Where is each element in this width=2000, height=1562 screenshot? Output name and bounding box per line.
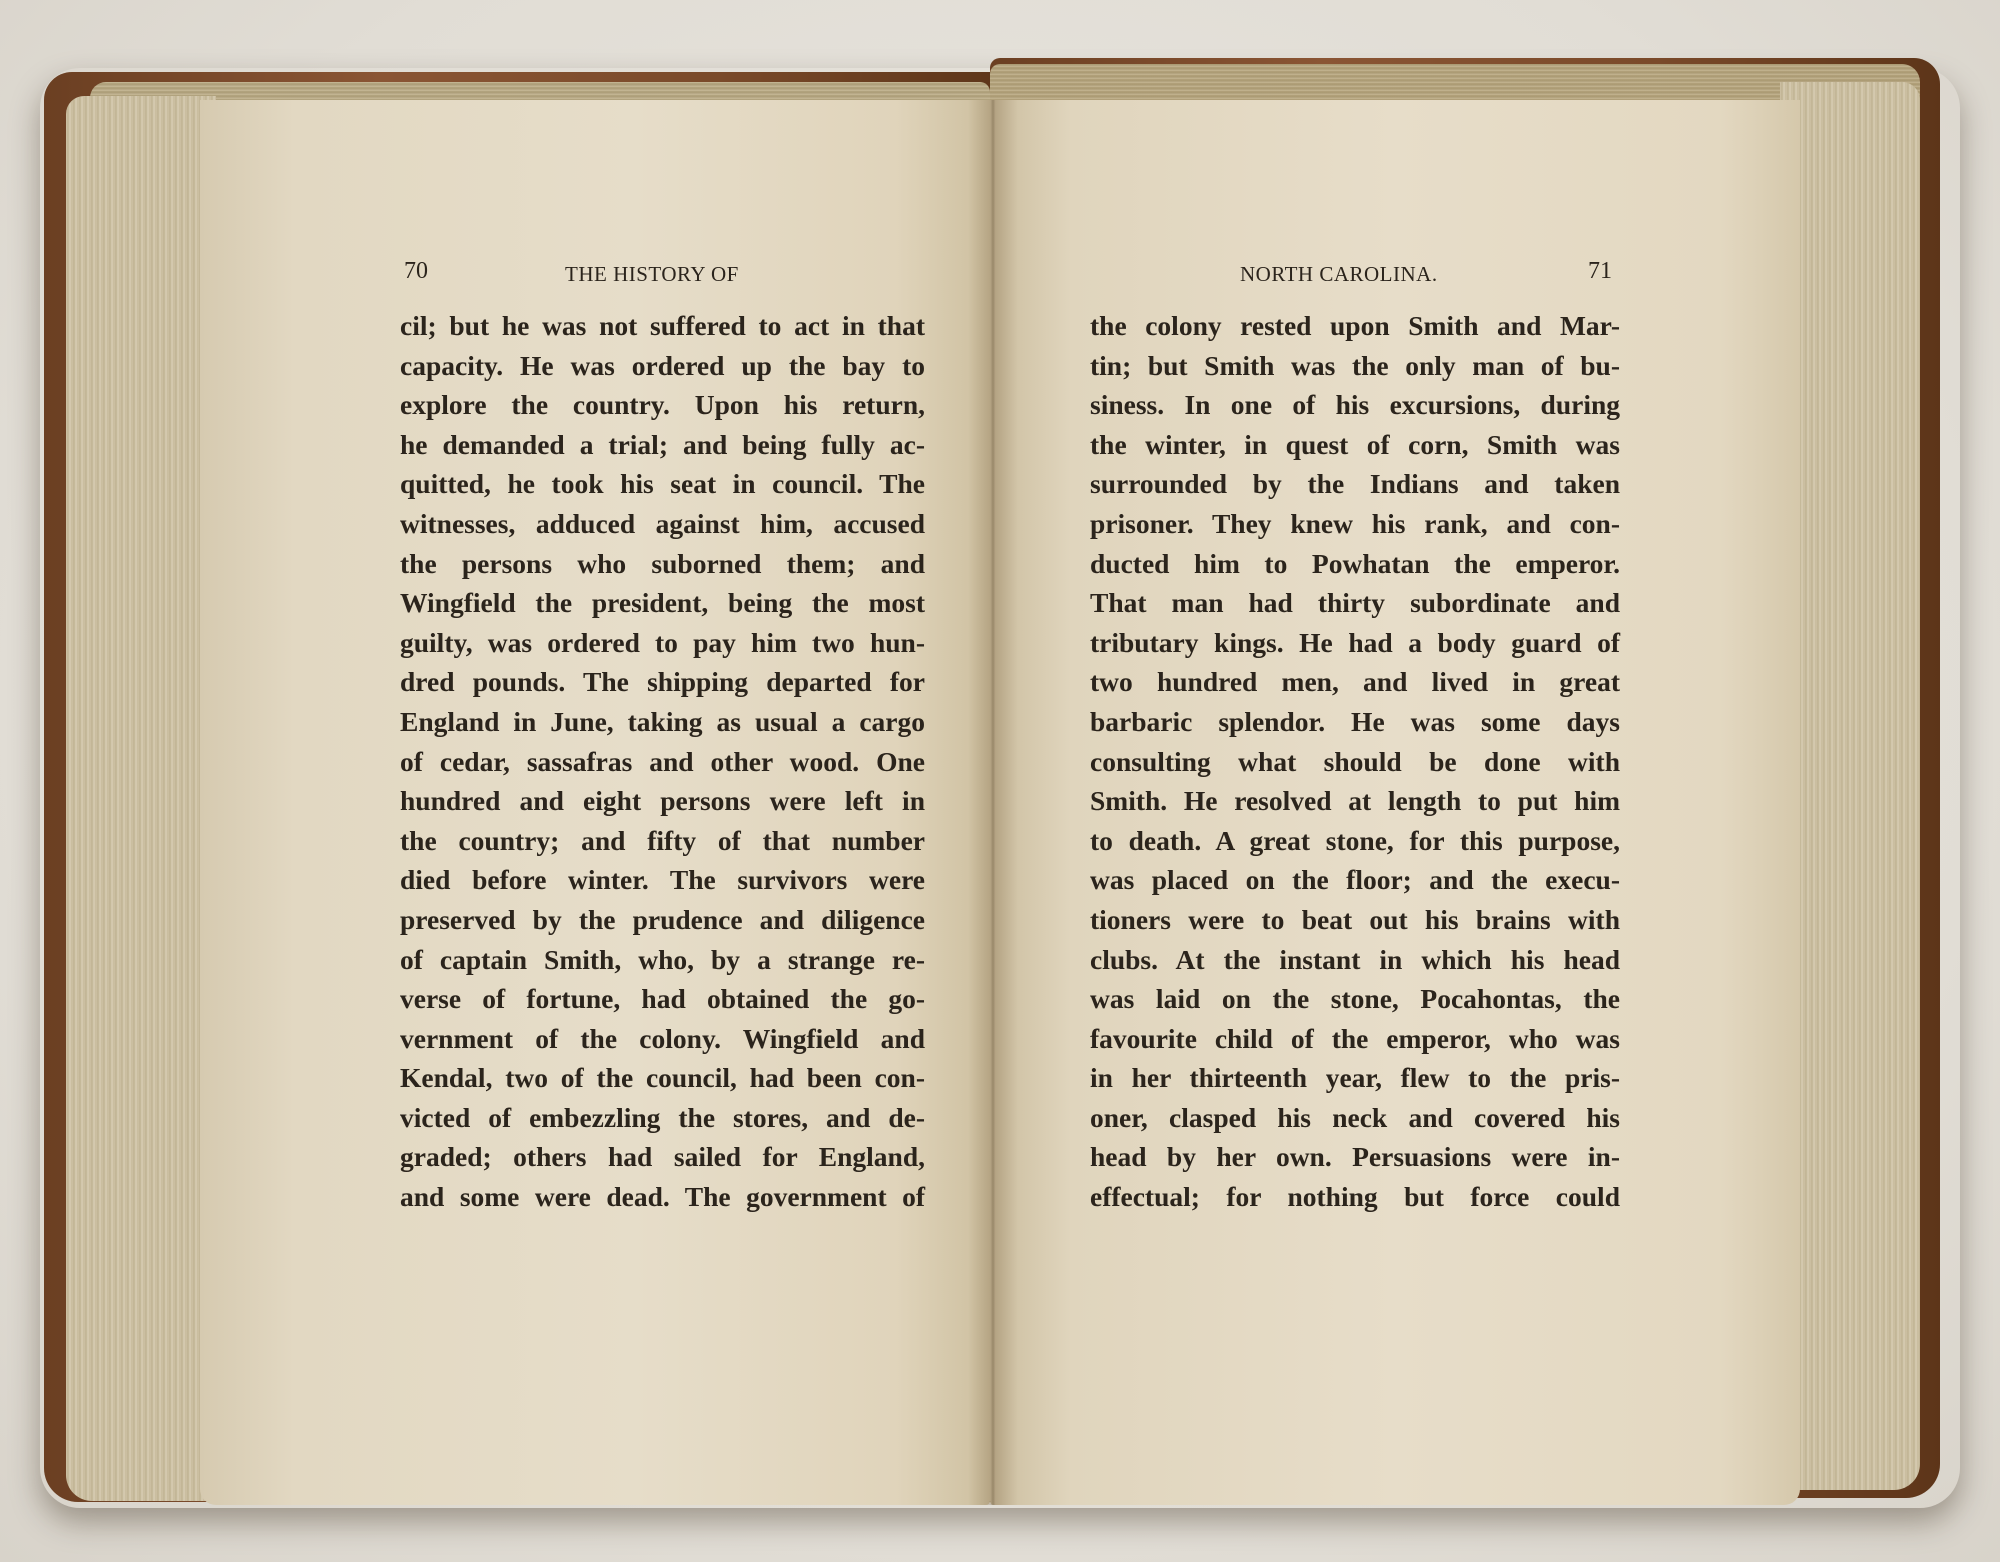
text-line: capacity. He was ordered up the bay to: [400, 349, 925, 381]
text-line: of cedar, sassafras and other wood. One: [400, 745, 925, 777]
page-edges-right: [1780, 82, 1920, 1490]
text-line: quitted, he took his seat in council. The: [400, 468, 925, 500]
text-line: cil; but he was not suffered to act in that: [400, 310, 925, 341]
left-running-head: THE HISTORY OF: [565, 262, 739, 286]
left-page-text: [400, 306, 925, 1217]
page-edges-left: [66, 96, 216, 1501]
text-line: consulting what should be done with: [1090, 745, 1620, 777]
text-line: two hundred men, and lived in great: [1090, 666, 1620, 698]
text-line: explore the country. Upon his return,: [400, 389, 925, 421]
text-line: favourite child of the emperor, who was: [1090, 1022, 1620, 1054]
text-line: guilty, was ordered to pay him two hun-: [400, 626, 925, 658]
left-page-number: 70: [404, 258, 428, 284]
text-line: head by her own. Persuasions were in-: [1090, 1141, 1620, 1173]
text-line: Kendal, two of the council, had been con-: [400, 1062, 925, 1094]
text-line: verse of fortune, had obtained the go-: [400, 983, 925, 1015]
text-line: of captain Smith, who, by a strange re-: [400, 943, 925, 975]
text-line: dred pounds. The shipping departed for: [400, 666, 925, 698]
text-line: victed of embezzling the stores, and de-: [400, 1101, 925, 1133]
text-line: the winter, in quest of corn, Smith was: [1090, 428, 1620, 460]
text-line: effectual; for nothing but force could: [1090, 1181, 1620, 1213]
text-line: siness. In one of his excursions, during: [1090, 389, 1620, 421]
text-line: the colony rested upon Smith and Mar-: [1090, 310, 1620, 341]
text-line: tioners were to beat out his brains with: [1090, 903, 1620, 935]
book-gutter: [968, 100, 1018, 1505]
text-line: died before winter. The survivors were: [400, 864, 925, 896]
right-running-head: NORTH CAROLINA.: [1240, 262, 1438, 286]
text-line: prisoner. They knew his rank, and con-: [1090, 507, 1620, 539]
text-line: tributary kings. He had a body guard of: [1090, 626, 1620, 658]
text-line: tin; but Smith was the only man of bu-: [1090, 349, 1620, 381]
text-line: Smith. He resolved at length to put him: [1090, 785, 1620, 817]
right-page-text: [1090, 306, 1620, 1217]
text-line: That man had thirty subordinate and: [1090, 587, 1620, 619]
text-line: the country; and fifty of that number: [400, 824, 925, 856]
text-line: to death. A great stone, for this purpose,: [1090, 824, 1620, 856]
text-line: clubs. At the instant in which his head: [1090, 943, 1620, 975]
text-line: preserved by the prudence and diligence: [400, 903, 925, 935]
text-line: was placed on the floor; and the execu-: [1090, 864, 1620, 896]
text-line: the persons who suborned them; and: [400, 547, 925, 579]
right-page-number: 71: [1588, 258, 1612, 284]
text-line: hundred and eight persons were left in: [400, 785, 925, 817]
text-line: witnesses, adduced against him, accused: [400, 507, 925, 539]
text-line: in her thirteenth year, flew to the pris-: [1090, 1062, 1620, 1094]
text-line: was laid on the stone, Pocahontas, the: [1090, 983, 1620, 1015]
text-line: barbaric splendor. He was some days: [1090, 705, 1620, 737]
text-line: graded; others had sailed for England,: [400, 1141, 925, 1173]
text-line: Wingfield the president, being the most: [400, 587, 925, 619]
text-line: vernment of the colony. Wingfield and: [400, 1022, 925, 1054]
text-line: ducted him to Powhatan the emperor.: [1090, 547, 1620, 579]
text-line: he demanded a trial; and being fully ac-: [400, 428, 925, 460]
text-line: England in June, taking as usual a cargo: [400, 705, 925, 737]
text-line: and some were dead. The government of: [400, 1181, 925, 1213]
text-line: oner, clasped his neck and covered his: [1090, 1101, 1620, 1133]
text-line: surrounded by the Indians and taken: [1090, 468, 1620, 500]
